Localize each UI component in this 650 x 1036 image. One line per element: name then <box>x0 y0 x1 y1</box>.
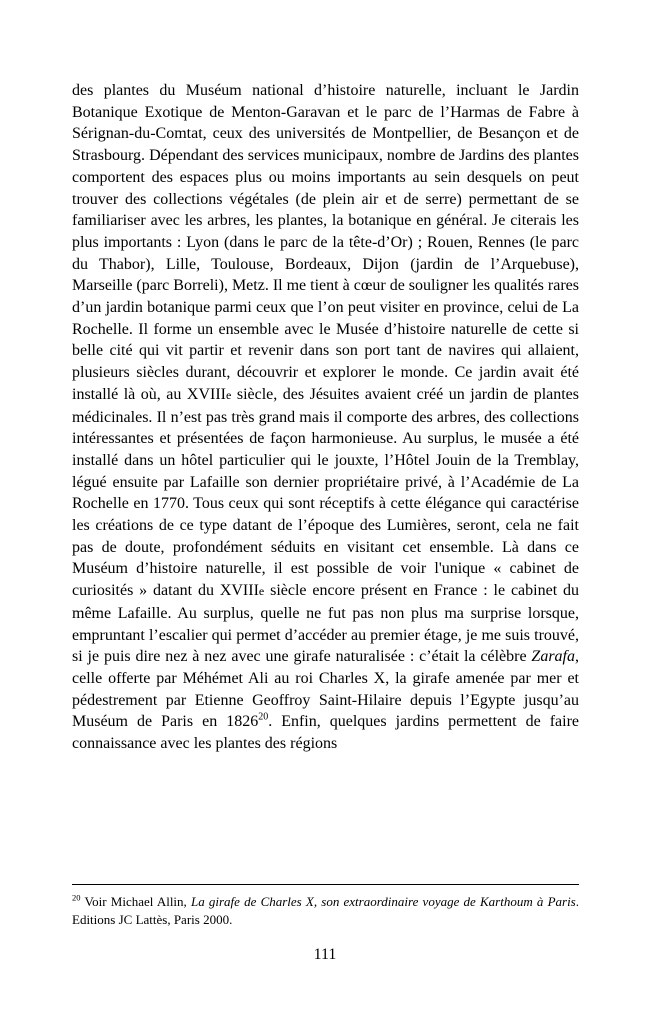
text-segment-normal: . Enfin, quelques jardins permettent de faire connaissance avec les plantes des régions <box>72 713 579 753</box>
text-segment-small: e <box>258 584 265 599</box>
body-paragraph <box>72 80 579 755</box>
text-segment-normal: siècle encore présent en France : le cabinet du même Lafaille. Au surplus, quelle ne fut pas non plus ma surprise lorsque, empruntant l’escalier qui permet d’accéder au premier étage, je me suis trouvé, si je puis dire nez à nez avec une girafe naturalisée : c’était la célèbre <box>72 582 579 666</box>
text-segment-normal: , celle offerte par Méhémet Ali au roi Charles X, la girafe amenée par mer et pédestrement par Etienne Geoffroy Saint-Hilaire depuis l’Egypte jusqu’au Muséum de Paris en 1826 <box>72 648 579 731</box>
text-segment-normal: . Editions JC Lattès, Paris 2000. <box>72 894 579 927</box>
footnote <box>72 893 579 928</box>
text-segment-italic: La girafe de Charles X, son extraordinaire voyage de Karthoum à Paris <box>190 894 576 909</box>
page-number: 111 <box>313 946 337 963</box>
text-segment-sup: 20 <box>72 892 81 903</box>
text-segment-italic: Zarafa <box>531 648 575 666</box>
text-segment-sup: 20 <box>258 712 269 724</box>
footnote-area <box>72 884 579 928</box>
text-segment-small: e <box>226 387 232 402</box>
text-segment-normal: des plantes du Muséum national d’histoire naturelle, incluant le Jardin Botanique Exotique de Menton-Garavan et le parc de l’Harmas de Fabre à Sérignan-du-Comtat, ceux des universités de Montpellier, de Besançon et de Strasbourg. Dépendant des services municipaux, nombre de Jardins des plantes comportent des espaces plus ou moins importants au sein desquels on peut trouver des collections végétales (de plein air et de serre) permettant de se familiariser avec les arbres, les plantes, la botanique en général. Je citerais les plus importants : Lyon (dans le parc de la tête-d’Or) ; Rouen, Rennes (le parc du Thabor), Lille, Toulouse, Bordeaux, Dijon (jardin de l’Arquebuse), Marseille (parc Borreli), Metz. Il me tient à cœur de souligner les qualités rares d’un jardin botanique parmi ceux que l’on peut visiter en province, celui de La Rochelle. Il forme un ensemble avec le Musée d’histoire naturelle de cette si belle cité qui vit partir et revenir dans son port tant de navires qui allaient, plusieurs siècles durant, découvrir et explorer le monde. Ce jardin avait été installé là où, au XVIII <box>72 82 579 403</box>
text-segment-normal: Voir Michael Allin, <box>80 894 191 909</box>
footnote-separator <box>72 884 579 885</box>
text-segment-normal: siècle, des Jésuites avaient créé un jardin de plantes médicinales. Il n’est pas très grand mais il comporte des arbres, des collections intéressantes et présentées de façon harmonieuse. Au surplus, le musée a été installé dans un hôtel particulier qui le jouxte, l’Hôtel Jouin de la Tremblay, légué ensuite par Lafaille son dernier propriétaire privé, à l’Académie de La Rochelle en 1770. Tous ceux qui sont réceptifs à cette élégance qui caractérise les créations de ce type datant de l’époque des Lumières, seront, cela ne fait pas de doute, profondément séduits en visitant cet ensemble. Là dans ce Muséum d’histoire naturelle, il est possible de voir l'unique « cabinet de curiosités » datant du XVIII <box>72 385 580 600</box>
